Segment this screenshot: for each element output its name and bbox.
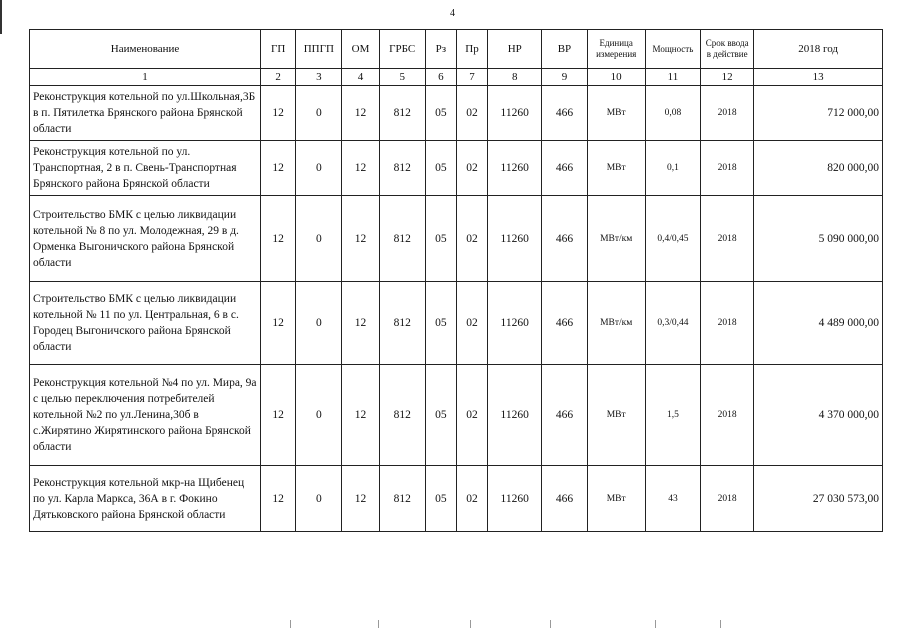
column-number: 8 <box>488 69 542 86</box>
scan-mark <box>720 620 721 628</box>
table-row <box>30 466 883 532</box>
cell-gp: 12 <box>261 282 296 365</box>
column-number: 7 <box>456 69 487 86</box>
cell-vr: 466 <box>542 365 587 466</box>
cell-ppgp: 0 <box>296 141 342 196</box>
cell-ppgp: 0 <box>296 282 342 365</box>
cell-rz: 05 <box>425 86 456 141</box>
column-number: 9 <box>542 69 587 86</box>
header-pr: Пр <box>456 30 487 69</box>
cell-amount: 5 090 000,00 <box>754 196 883 282</box>
column-number: 3 <box>296 69 342 86</box>
cell-vr: 466 <box>542 282 587 365</box>
cell-ppgp: 0 <box>296 86 342 141</box>
cell-unit: МВт/км <box>587 282 645 365</box>
cell-pr: 02 <box>456 466 487 532</box>
scan-mark <box>655 620 656 628</box>
cell-unit: МВт <box>587 365 645 466</box>
column-number: 6 <box>425 69 456 86</box>
column-number: 11 <box>645 69 700 86</box>
header-nr: НР <box>488 30 542 69</box>
cell-power: 0,1 <box>645 141 700 196</box>
object-name: Реконструкция котельной по ул.Школьная,3Б в п. Пятилетка Брянского района Брянской области <box>30 86 261 141</box>
cell-nr: 11260 <box>488 282 542 365</box>
cell-term: 2018 <box>701 86 754 141</box>
table-row <box>30 86 883 141</box>
cell-amount: 27 030 573,00 <box>754 466 883 532</box>
cell-pr: 02 <box>456 282 487 365</box>
cell-power: 0,4/0,45 <box>645 196 700 282</box>
cell-nr: 11260 <box>488 141 542 196</box>
cell-pr: 02 <box>456 141 487 196</box>
cell-gp: 12 <box>261 196 296 282</box>
cell-vr: 466 <box>542 86 587 141</box>
column-number: 1 <box>30 69 261 86</box>
column-number: 2 <box>261 69 296 86</box>
cell-power: 1,5 <box>645 365 700 466</box>
header-gp: ГП <box>261 30 296 69</box>
cell-power: 0,3/0,44 <box>645 282 700 365</box>
cell-term: 2018 <box>701 365 754 466</box>
cell-grbs: 812 <box>379 466 425 532</box>
header-row <box>30 30 883 69</box>
table-row <box>30 141 883 196</box>
cell-rz: 05 <box>425 365 456 466</box>
column-number: 10 <box>587 69 645 86</box>
cell-power: 43 <box>645 466 700 532</box>
cell-grbs: 812 <box>379 196 425 282</box>
cell-vr: 466 <box>542 466 587 532</box>
header-power: Мощность <box>645 30 700 69</box>
cell-ppgp: 0 <box>296 365 342 466</box>
column-number: 12 <box>701 69 754 86</box>
cell-nr: 11260 <box>488 196 542 282</box>
header-om: ОМ <box>342 30 379 69</box>
cell-om: 12 <box>342 282 379 365</box>
cell-amount: 820 000,00 <box>754 141 883 196</box>
cell-vr: 466 <box>542 196 587 282</box>
cell-amount: 712 000,00 <box>754 86 883 141</box>
cell-ppgp: 0 <box>296 196 342 282</box>
cell-gp: 12 <box>261 86 296 141</box>
object-name: Строительство БМК с целью ликвидации котельной № 8 по ул. Молодежная, 29 в д. Орменка Выгоничского района Брянской области <box>30 196 261 282</box>
header-vr: ВР <box>542 30 587 69</box>
cell-pr: 02 <box>456 365 487 466</box>
cell-grbs: 812 <box>379 86 425 141</box>
object-name: Реконструкция котельной мкр-на Щибенец по ул. Карла Маркса, 36А в г. Фокино Дятьковского района Брянской области <box>30 466 261 532</box>
header-grbs: ГРБС <box>379 30 425 69</box>
cell-grbs: 812 <box>379 141 425 196</box>
cell-vr: 466 <box>542 141 587 196</box>
object-name: Строительство БМК с целью ликвидации котельной № 11 по ул. Центральная, 6 в с. Городец Выгоничского района Брянской области <box>30 282 261 365</box>
column-number-row <box>30 69 883 86</box>
table-row <box>30 282 883 365</box>
cell-om: 12 <box>342 365 379 466</box>
cell-nr: 11260 <box>488 86 542 141</box>
header-ppgp: ППГП <box>296 30 342 69</box>
scan-mark <box>378 620 379 628</box>
cell-grbs: 812 <box>379 282 425 365</box>
header-name: Наименование <box>30 30 261 69</box>
scan-mark <box>290 620 291 628</box>
cell-term: 2018 <box>701 141 754 196</box>
header-unit: Единица измерения <box>587 30 645 69</box>
object-name: Реконструкция котельной №4 по ул. Мира, 9а с целью переключения потребителей котельной №2 по ул.Ленина,30б в с.Жирятино Жирятинского района Брянской области <box>30 365 261 466</box>
table-row <box>30 365 883 466</box>
cell-nr: 11260 <box>488 365 542 466</box>
cell-om: 12 <box>342 196 379 282</box>
cell-unit: МВт/км <box>587 196 645 282</box>
column-number: 4 <box>342 69 379 86</box>
scan-bottom-marks <box>0 620 905 630</box>
header-year: 2018 год <box>754 30 883 69</box>
cell-power: 0,08 <box>645 86 700 141</box>
cell-gp: 12 <box>261 365 296 466</box>
cell-om: 12 <box>342 141 379 196</box>
cell-nr: 11260 <box>488 466 542 532</box>
header-rz: Рз <box>425 30 456 69</box>
scan-mark <box>470 620 471 628</box>
cell-unit: МВт <box>587 86 645 141</box>
cell-term: 2018 <box>701 282 754 365</box>
object-name: Реконструкция котельной по ул. Транспортная, 2 в п. Свень-Транспортная Брянского района Брянской области <box>30 141 261 196</box>
cell-rz: 05 <box>425 282 456 365</box>
cell-amount: 4 370 000,00 <box>754 365 883 466</box>
page-number: 4 <box>450 8 455 19</box>
cell-pr: 02 <box>456 196 487 282</box>
cell-ppgp: 0 <box>296 466 342 532</box>
cell-om: 12 <box>342 466 379 532</box>
cell-rz: 05 <box>425 141 456 196</box>
column-number: 5 <box>379 69 425 86</box>
cell-om: 12 <box>342 86 379 141</box>
scan-mark <box>550 620 551 628</box>
column-number: 13 <box>754 69 883 86</box>
table-row <box>30 196 883 282</box>
cell-gp: 12 <box>261 466 296 532</box>
cell-unit: МВт <box>587 141 645 196</box>
cell-grbs: 812 <box>379 365 425 466</box>
cell-gp: 12 <box>261 141 296 196</box>
cell-rz: 05 <box>425 466 456 532</box>
cell-term: 2018 <box>701 196 754 282</box>
cell-rz: 05 <box>425 196 456 282</box>
header-term: Срок ввода в действие <box>701 30 754 69</box>
cell-pr: 02 <box>456 86 487 141</box>
budget-table <box>29 29 883 532</box>
cell-unit: МВт <box>587 466 645 532</box>
cell-amount: 4 489 000,00 <box>754 282 883 365</box>
cell-term: 2018 <box>701 466 754 532</box>
